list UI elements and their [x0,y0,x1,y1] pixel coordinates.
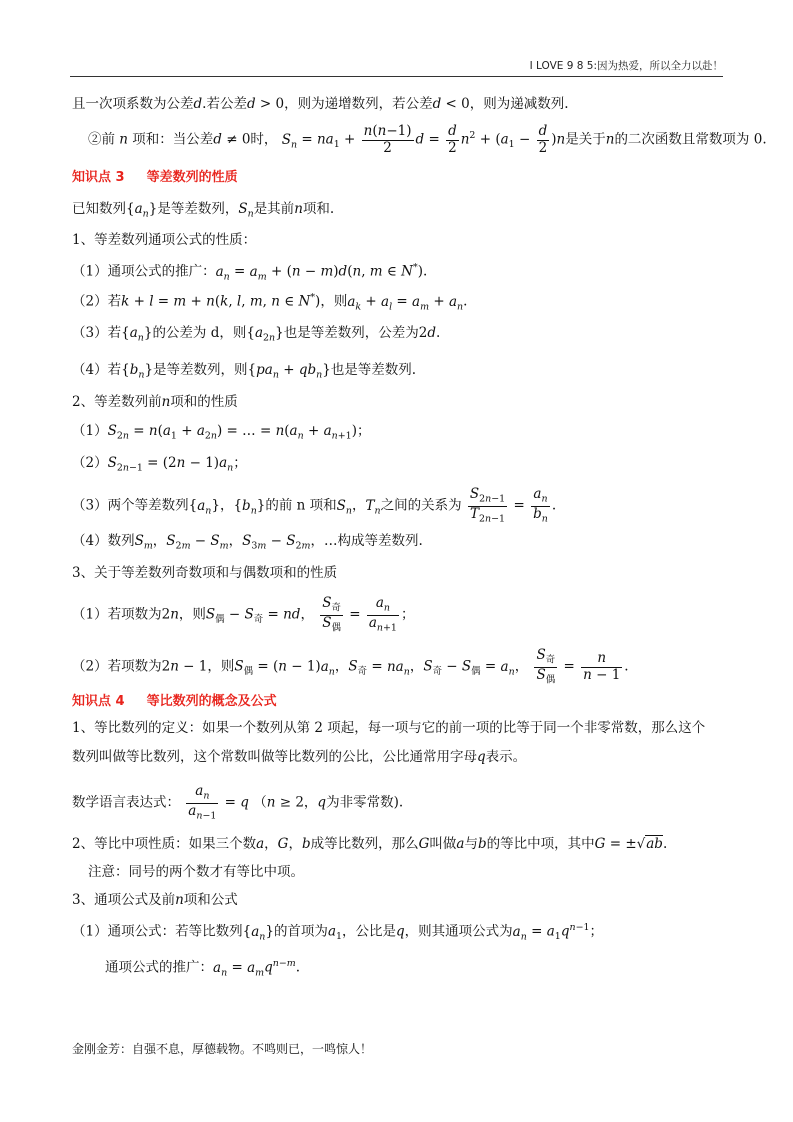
definition-expression: 数学语言表达式： $\frac{a_n}{a_{n-1}}$ = q （n ≥ 2，q为非零常数). [72,783,404,822]
heading-knowledge-point-4: 知识点 4 等比数列的概念及公式 [72,694,277,709]
item-3-2: （2）若项数为2n − 1，则$S_偶 = (n - 1)a_n$，$S_奇 = na_n$，$S_奇 - S_偶 = a_n$， $\frac{S_奇}{S_偶}$ = $\frac{n}{n - 1}$ . [72,647,629,686]
general-term-generalization: 通项公式的推广：$a_n = a_mq^{n-m}$. [105,958,300,979]
page-header: I LOVE 9 8 5:因为热爱，所以全力以赴！ [529,60,723,72]
heading-knowledge-point-3: 知识点 3 等差数列的性质 [72,170,238,185]
item-1-3: （3）若$\{a_n\}$的公差为 d，则$\{a_{2n}\}$也是等差数列，公差为2d. [72,325,441,344]
header-rule [70,76,723,77]
item-2-2: $(2)S_{2n-1} = (2n - 1)a_n$； [72,455,247,474]
item-1-1: （1）通项公式的推广：$a_n = a_m + (n - m)d(n$, m ∈ N*). [72,262,428,283]
geometric-mean-line: 2、等比中项性质：如果三个数a，G，b成等比数列，那么G叫做a与b的等比中项，其中G = ±√ab. [72,836,668,852]
definition-line-1: 1、等比数列的定义：如果一个数列从第 2 项起，每一项与它的前一项的比等于同一个非零常数，那么这个 [72,720,706,736]
item-1-2: （2）若k + l = m + n(k, l, m, n ∈ N*)，则$a_k + a_l = a_m + a_n$. [72,292,468,313]
item-2-1: $(1)S_{2n} = n(a_1 + a_{2n})$ = … = $n(a_n + a_{n+1})$； [72,423,371,442]
section-sum-properties: 2、等差数列前n项和的性质 [72,394,238,410]
line-given-sequence: 已知数列$\{a_n\}$是等差数列，$S_n$是其前n项和. [72,201,335,220]
general-term-formula: （1）通项公式：若等比数列$\{a_n\}$的首项为$a_1$，公比是q，则其通项公式为$a_n = a_1q^{n-1}$； [72,922,603,943]
line-monotonic: 且一次项系数为公差d.若公差d > 0，则为递增数列，若公差d < 0，则为递减数列. [72,96,569,112]
section-formulas: 3、通项公式及前n项和公式 [72,892,238,908]
item-1-4: （4）若$\{b_n\}$是等差数列，则$\{pa_n + qb_n\}$也是等差数列. [72,362,417,381]
note-line: 注意：同号的两个数才有等比中项。 [88,864,304,880]
frac-n-n-1: $\frac{n(n-1)}{2}$ [363,123,412,156]
section-general-term-properties: 1、等差数列通项公式的性质： [72,232,257,248]
item-2-4: （4）数列$S_m$，$S_{2m} - S_m$，$S_{3m} - S_{2m}$，…构成等差数列. [72,533,423,552]
line-sum-formula: ②前 n 项和：当公差d ≠ 0时， $S_n = na_1$ + $\frac{n(n-1)}{2}$ d = $\frac{d}{2}$ $n^2 + (a_1$ − $\frac{d}{2}$ )n是关于n的二次函数且常数项为 0. [88,123,767,156]
item-2-3: （3）两个等差数列$\{a_n\}$，$\{b_n\}$的前 n 项和$S_n$，$T_n$之间的关系为 $\frac{S_{2n-1}}{T_{2n-1}}$ = $\frac{a_n}{b_n}$ . [72,486,557,525]
item-3-1: （1）若项数为2n，则$S_偶 - S_奇$ = nd， $\frac{S_奇}{S_偶}$ = $\frac{a_n}{a_{n+1}}$ ； [72,595,415,634]
page-footer: 金刚金芳：自强不息，厚德载物。不鸣则已，一鸣惊人！ [72,1042,373,1056]
section-odd-even-sums: 3、关于等差数列奇数项和与偶数项和的性质 [72,565,338,581]
definition-line-2: 数列叫做等比数列，这个常数叫做等比数列的公比，公比通常用字母q表示。 [72,749,527,765]
